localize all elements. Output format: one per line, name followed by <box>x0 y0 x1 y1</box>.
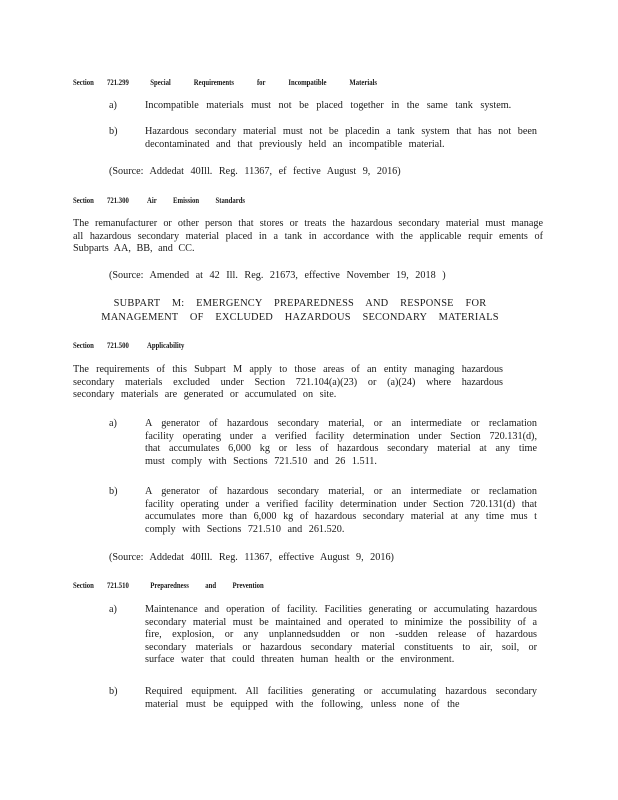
section-number: Section 721.300 <box>73 196 129 205</box>
section-number: Section 721.500 <box>73 341 129 350</box>
source-note: (Source: Amended at 42 Ill. Reg. 21673, effective November 19, 2018 ) <box>109 270 446 281</box>
source-note: (Source: Addedat 40Ill. Reg. 11367, ef fective August 9, 2016) <box>109 166 401 177</box>
item-label: b) <box>109 486 118 497</box>
section-heading-721-299 <box>73 77 377 90</box>
section-heading-721-300 <box>73 195 245 208</box>
section-title: Air Emission Standards <box>146 196 246 205</box>
section-heading-721-510 <box>73 580 264 593</box>
section-heading-721-500 <box>73 340 184 353</box>
item-label: a) <box>109 418 117 429</box>
item-text: Maintenance and operation of facility. Facilities generating or accumulating hazardous secondary material must be maintained and operated to minimize the possibility of a fire, explosion, or any unplannedsudden or non -sudden release of hazardous secondary materials or hazardous secondary material constituents to air, soil, or surface water that could threaten human health or the environment. <box>145 604 538 665</box>
item-text: Incompatible materials must not be placed together in the same tank system. <box>145 100 512 111</box>
paragraph: The requirements of this Subpart M apply to those areas of an entity managing hazardous secondary materials excluded under Section 721.104(a)(23) or (a)(24) where hazardous secondary materials are generated or accumulated on site. <box>73 364 503 400</box>
item-label: a) <box>109 100 117 111</box>
section-title: Applicability <box>146 341 185 350</box>
item-text: Required equipment. All facilities generating or accumulating hazardous secondary material must be equipped with the following, unless none of the <box>145 686 537 710</box>
item-label: b) <box>109 126 118 137</box>
paragraph: The remanufacturer or other person that stores or treats the hazardous secondary material must manage all hazardous secondary material placed in a tank in accordance with the applicable requir ements of Subparts AA, BB, and CC. <box>73 218 543 254</box>
section-title: Preparedness and Prevention <box>150 581 264 590</box>
section-title: Special Requirements for Incompatible Materials <box>150 78 378 87</box>
subpart-line-1: SUBPART M: EMERGENCY PREPAREDNESS AND RESPONSE FOR <box>113 298 487 309</box>
item-text: A generator of hazardous secondary material, or an intermediate or reclamation facility operating under a verified facility determination under Section 720.131(d), that accumulates 6,000 kg or less of hazardous secondary material at any time must comply with Sections 721.510 and 26 1.511. <box>145 418 537 467</box>
source-note: (Source: Addedat 40Ill. Reg. 11367, effective August 9, 2016) <box>109 552 394 563</box>
subpart-heading <box>90 297 510 325</box>
section-number: Section 721.510 <box>73 581 129 590</box>
subpart-line-2: MANAGEMENT OF EXCLUDED HAZARDOUS SECONDARY MATERIALS <box>101 312 499 323</box>
item-text: A generator of hazardous secondary material, or an intermediate or reclamation facility operating under a verified facility determination under Section 720.131(d) that accumulates more than 6,000 kg of hazardous secondary material at any time mus t comply with Sections 721.510 and 261.520. <box>145 486 537 535</box>
item-label: a) <box>109 604 117 615</box>
section-number: Section 721.299 <box>73 78 129 87</box>
item-text: Hazardous secondary material must not be placedin a tank system that has not been decontaminated and that previously held an incompatible material. <box>145 126 537 150</box>
item-label: b) <box>109 686 118 697</box>
